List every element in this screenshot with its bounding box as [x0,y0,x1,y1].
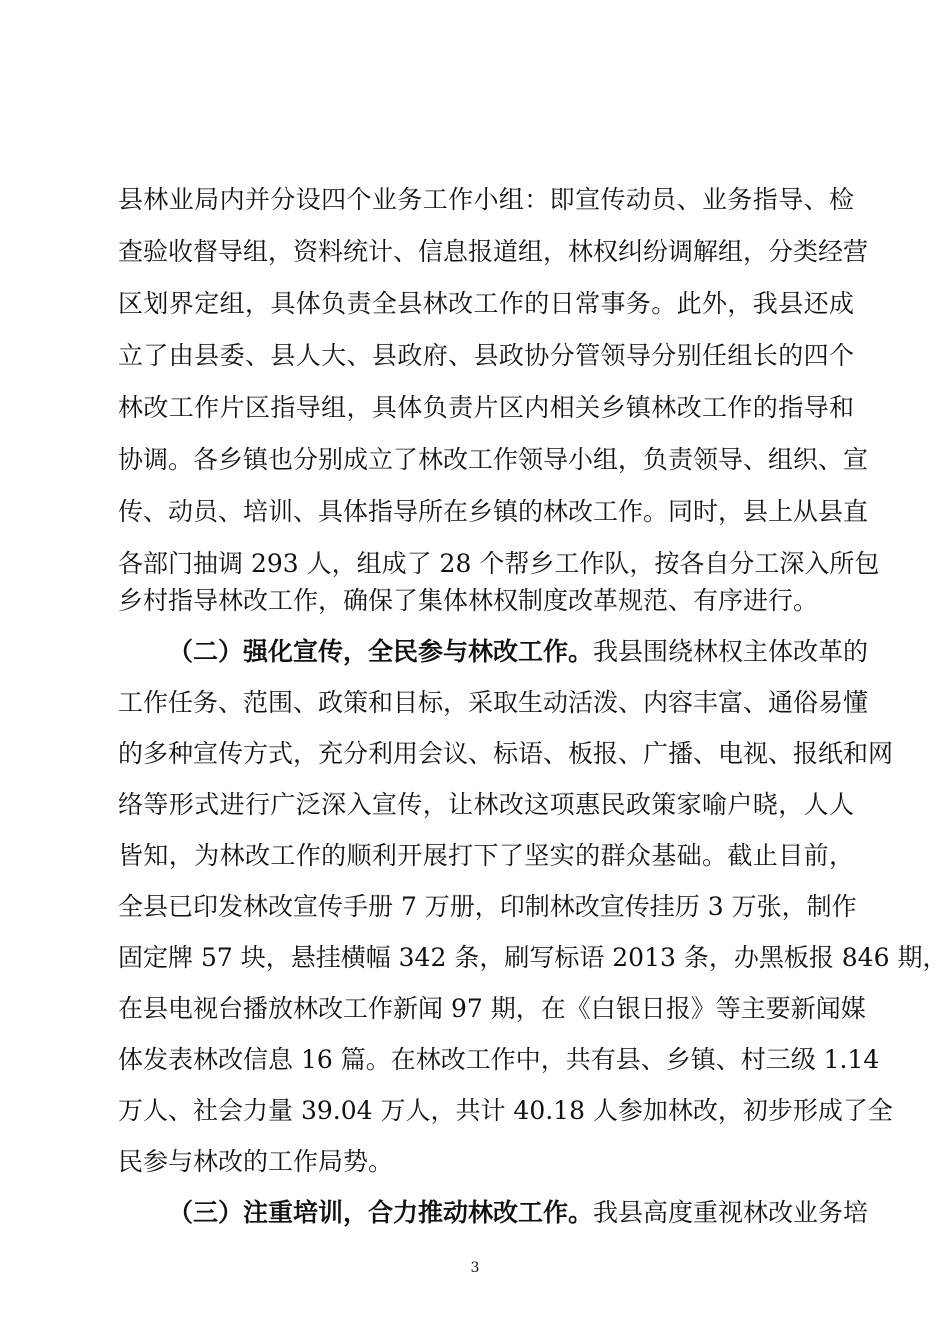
body-line: 区划界定组，具体负责全县林改工作的日常事务。此外，我县还成 [118,289,854,318]
section-2-first-line [168,636,869,668]
page-number: 3 [470,1260,480,1276]
section-3-first-line [168,1197,869,1229]
body-line: 万人、社会力量 39.04 万人，共计 40.18 人参加林改，初步形成了全 [118,1096,893,1125]
body-line: 皆知，为林改工作的顺利开展打下了坚实的群众基础。截止目前， [118,841,854,870]
section-2-heading: （二）强化宣传，全民参与林改工作。 [168,637,594,666]
body-line: 县林业局内并分设四个业务工作小组：即宣传动员、业务指导、检 [118,185,854,214]
body-line: 在县电视台播放林改工作新闻 97 期，在《白银日报》等主要新闻媒 [118,994,866,1023]
body-line: 固定牌 57 块，悬挂横幅 342 条，刷写标语 2013 条，办黑板报 846 期， [118,943,948,972]
body-line: 林改工作片区指导组，具体负责片区内相关乡镇林改工作的指导和 [118,393,854,422]
body-line: 体发表林改信息 16 篇。在林改工作中，共有县、乡镇、村三级 1.14 [118,1045,880,1074]
body-line: 民参与林改的工作局势。 [118,1147,394,1176]
body-line: 的多种宣传方式，充分利用会议、标语、板报、广播、电视、报纸和网 [118,739,894,768]
body-line: 络等形式进行广泛深入宣传，让林改这项惠民政策家喻户晓，人人 [118,790,854,819]
body-line: 协调。各乡镇也分别成立了林改工作领导小组，负责领导、组织、宣 [118,445,869,474]
section-3-heading: （三）注重培训，合力推动林改工作。 [168,1198,594,1227]
body-line: 查验收督导组，资料统计、信息报道组，林权纠纷调解组，分类经营 [118,237,869,266]
body-line: 工作任务、范围、政策和目标，采取生动活泼、内容丰富、通俗易懂 [118,688,869,717]
body-line: 立了由县委、县人大、县政府、县政协分管领导分别任组长的四个 [118,341,854,370]
body-line: 全县已印发林改宣传手册 7 万册，印制林改宣传挂历 3 万张，制作 [118,892,857,921]
body-line: 各部门抽调 293 人，组成了 28 个帮乡工作队，按各自分工深入所包 [118,549,880,578]
body-line: 传、动员、培训、具体指导所在乡镇的林改工作。同时，县上从县直 [118,497,869,526]
section-3-lead-text: 我县高度重视林改业务培 [593,1198,869,1227]
section-2-lead-text: 我县围绕林权主体改革的 [593,637,869,666]
body-line: 乡村指导林改工作，确保了集体林权制度改革规范、有序进行。 [118,586,819,615]
